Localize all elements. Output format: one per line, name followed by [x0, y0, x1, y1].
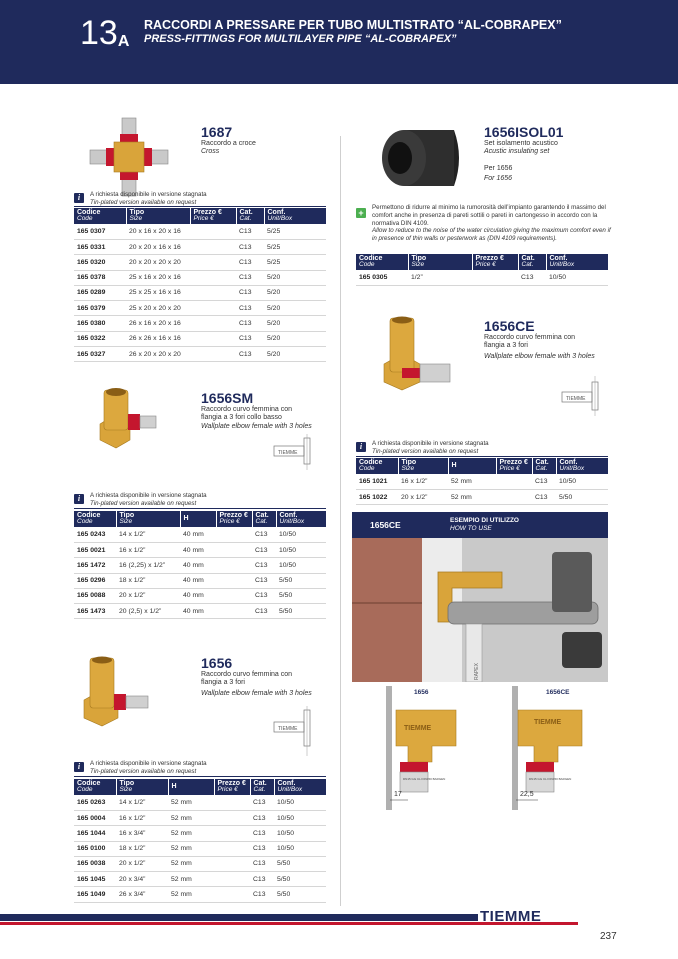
product-code: 1687 — [201, 124, 233, 140]
product-desc-en: Acustic insulating set — [484, 148, 550, 156]
cell-code: 165 0038 — [74, 856, 116, 871]
cell-price — [214, 795, 250, 810]
pipe-text: RAPEX — [474, 663, 480, 680]
cell-conf: 5/20 — [264, 270, 326, 285]
product-1656CE — [484, 318, 610, 361]
cell-conf: 10/50 — [276, 558, 326, 573]
table-row — [74, 331, 326, 346]
cell-size: 25 x 25 x 16 x 16 — [126, 285, 190, 300]
cell-cat: C13 — [250, 856, 274, 871]
cell-price — [190, 255, 236, 270]
cell-size: 20 x 3/4” — [116, 872, 168, 887]
col-code: Codice Code — [74, 511, 116, 527]
cell-size: 16 x 3/4” — [116, 826, 168, 841]
header-title: RACCORDI A PRESSARE PER TUBO MULTISTRATO “AL-COBRAPEX” — [144, 18, 562, 32]
cell-size: 18 x 1/2” — [116, 573, 180, 588]
note-en: Tin-plated version available on request — [90, 198, 197, 206]
product-desc-en: Wallplate elbow female with 3 holes — [201, 689, 312, 697]
cell-size: 26 x 20 x 20 x 20 — [126, 347, 190, 362]
col-price: Prezzo € Price € — [472, 254, 518, 270]
cell-price — [190, 331, 236, 346]
table-row — [74, 841, 326, 856]
table-header-row — [356, 254, 608, 270]
cell-size: 20 x 1/2” — [398, 489, 448, 504]
table-row — [74, 270, 326, 285]
cell-size: 1/2” — [408, 270, 472, 285]
cell-code: 165 1049 — [74, 887, 116, 902]
section-letter: A — [117, 33, 130, 50]
cell-cat: C13 — [252, 527, 276, 542]
cell-size: 20 x 1/2” — [116, 588, 180, 603]
column-divider — [340, 136, 341, 906]
technical-drawing — [272, 706, 318, 758]
cell-cat: C13 — [532, 474, 556, 489]
table-row — [74, 887, 326, 902]
usage-title: ESEMPIO DI UTILIZZO — [450, 517, 519, 524]
cell-size: 20 x 20 x 16 x 16 — [126, 239, 190, 254]
cell-code: 165 1473 — [74, 604, 116, 619]
usage-code: 1656CE — [370, 520, 401, 530]
cell-price — [214, 856, 250, 871]
table-header-row — [74, 511, 326, 527]
footer-brand-logo: TIEMME — [480, 908, 542, 925]
product-code: 1656ISOL01 — [484, 124, 564, 140]
cell-size: 20 (2,5) x 1/2” — [116, 604, 180, 619]
cell-code: 165 1021 — [356, 474, 398, 489]
cell-price — [216, 573, 252, 588]
cell-conf: 5/20 — [264, 316, 326, 331]
table-row — [74, 239, 326, 254]
cell-size: 20 x 16 x 20 x 16 — [126, 224, 190, 239]
col-h: H — [180, 511, 216, 527]
cell-cat: C13 — [236, 270, 264, 285]
left-tag-text: DN15 GG CLI DN150 BARGEN — [403, 777, 446, 781]
acoustic-sleeve-image — [374, 124, 466, 194]
cell-code: 165 0243 — [74, 527, 116, 542]
cell-price — [216, 527, 252, 542]
cell-size: 26 x 3/4” — [116, 887, 168, 902]
acoustic-note — [372, 204, 612, 243]
cell-code: 165 0378 — [74, 270, 126, 285]
cell-size: 14 x 1/2” — [116, 527, 180, 542]
right-tag-text: DN15 GG CLI DN150 BARGEN — [529, 777, 572, 781]
note-it: Permettono di ridurre al minimo la rumorosità dell’impianto garantendo il massimo del comfort anche in presenza di pareti sottili o pareti in cartongesso in accordo con la normativa DIN 4109. — [372, 204, 606, 227]
page-number: 237 — [600, 931, 617, 942]
cell-code: 165 0379 — [74, 301, 126, 316]
cell-conf: 5/25 — [264, 224, 326, 239]
col-type: Tipo Size — [126, 208, 190, 224]
cell-conf: 5/50 — [276, 573, 326, 588]
cell-h: 52 mm — [168, 795, 214, 810]
cell-conf: 10/50 — [274, 795, 326, 810]
cell-size: 16 (2,25) x 1/2” — [116, 558, 180, 573]
cell-price — [496, 489, 532, 504]
cell-cat: C13 — [236, 301, 264, 316]
page-header — [0, 0, 678, 84]
cell-conf: 10/50 — [274, 810, 326, 825]
table-row — [356, 270, 608, 285]
header-subtitle: PRESS-FITTINGS FOR MULTILAYER PIPE “AL-COBRAPEX” — [144, 33, 457, 45]
product-desc-en: Cross — [201, 148, 220, 156]
table-row — [74, 347, 326, 362]
cell-cat: C13 — [250, 872, 274, 887]
product-desc-en: Wallplate elbow female with 3 holes — [201, 422, 312, 430]
note-it: A richiesta disponibile in versione stagnata — [90, 191, 207, 198]
right-brand-text: TIEMME — [534, 719, 562, 726]
table-1656 — [74, 779, 326, 903]
col-conf: Conf. Unit/Box — [276, 511, 326, 527]
table-row — [74, 856, 326, 871]
cell-cat: C13 — [250, 810, 274, 825]
cell-price — [214, 841, 250, 856]
col-code: Codice Code — [74, 779, 116, 795]
note-rule — [356, 456, 608, 457]
footer-bar — [0, 914, 478, 921]
technical-drawing — [560, 376, 610, 428]
usage-illustration — [352, 512, 608, 810]
left-brand-text: TIEMME — [404, 725, 432, 732]
cell-h: 40 mm — [180, 573, 216, 588]
cell-size: 16 x 1/2” — [398, 474, 448, 489]
svg-text:TIEMME: TIEMME — [566, 396, 586, 402]
cell-conf: 10/50 — [276, 527, 326, 542]
cell-price — [216, 604, 252, 619]
cell-size: 25 x 20 x 20 x 20 — [126, 301, 190, 316]
cell-cat: C13 — [250, 795, 274, 810]
cell-size: 25 x 16 x 20 x 16 — [126, 270, 190, 285]
cell-h: 52 mm — [448, 489, 496, 504]
cell-conf: 5/25 — [264, 255, 326, 270]
svg-text:TIEMME: TIEMME — [278, 726, 298, 732]
cell-size: 20 x 20 x 20 x 20 — [126, 255, 190, 270]
table-row — [74, 542, 326, 557]
product-for-en: For 1656 — [484, 175, 513, 183]
cell-code: 165 1044 — [74, 826, 116, 841]
cell-h: 52 mm — [168, 856, 214, 871]
plus-icon: + — [356, 208, 366, 218]
cell-conf: 5/50 — [274, 887, 326, 902]
table-row — [74, 872, 326, 887]
cell-h: 52 mm — [168, 872, 214, 887]
cell-price — [190, 301, 236, 316]
cell-size: 26 x 26 x 16 x 16 — [126, 331, 190, 346]
col-price: Prezzo € Price € — [190, 208, 236, 224]
note-en: Tin-plated version available on request — [90, 767, 197, 775]
cell-conf: 5/20 — [264, 301, 326, 316]
cell-conf: 5/25 — [264, 239, 326, 254]
product-code: 1656 — [201, 655, 233, 671]
tin-plated-note — [90, 760, 330, 776]
cell-code: 165 1472 — [74, 558, 116, 573]
cell-price — [214, 810, 250, 825]
cell-code: 165 0305 — [356, 270, 408, 285]
col-code: Codice Code — [74, 208, 126, 224]
cell-cat: C13 — [236, 255, 264, 270]
cell-code: 165 1022 — [356, 489, 398, 504]
col-price: Prezzo € Price € — [214, 779, 250, 795]
product-1656ISOL01 — [484, 124, 563, 184]
col-conf: Conf. Unit/Box — [546, 254, 608, 270]
note-en: Tin-plated version available on request — [90, 499, 197, 507]
col-h: H — [168, 779, 214, 795]
elbow-fitting-image — [378, 314, 454, 392]
note-en: Allow to reduce to the noise of the water circulation giving the maximum comfort even if in presence of thin walls or pesterwork as (DIN 4109 requirements). — [372, 227, 611, 242]
col-code: Codice Code — [356, 254, 408, 270]
cell-price — [214, 887, 250, 902]
cell-cat: C13 — [252, 558, 276, 573]
cell-size: 16 x 1/2” — [116, 810, 168, 825]
cell-price — [190, 270, 236, 285]
elbow-fitting-image — [94, 384, 158, 450]
table-row — [74, 810, 326, 825]
usage-example-panel — [352, 512, 608, 810]
note-it: A richiesta disponibile in versione stagnata — [90, 492, 207, 499]
info-icon: i — [74, 193, 84, 203]
cell-conf: 5/50 — [276, 588, 326, 603]
cell-cat: C13 — [252, 588, 276, 603]
cell-conf: 5/20 — [264, 347, 326, 362]
cell-code: 165 0088 — [74, 588, 116, 603]
col-conf: Conf. Unit/Box — [274, 779, 326, 795]
product-desc-it: Raccordo curvo femmina con flangia a 3 fori — [484, 334, 576, 350]
section-number: $13_A$ — [80, 14, 130, 52]
cell-price — [190, 285, 236, 300]
cell-code: 165 0263 — [74, 795, 116, 810]
table-row — [74, 826, 326, 841]
cell-price — [190, 347, 236, 362]
cell-size: 18 x 1/2” — [116, 841, 168, 856]
info-icon: i — [74, 494, 84, 504]
cell-cat: C13 — [236, 239, 264, 254]
cell-cat: C13 — [532, 489, 556, 504]
table-row — [74, 255, 326, 270]
technical-drawing — [272, 432, 318, 472]
cell-h: 52 mm — [168, 841, 214, 856]
cell-code: 165 1045 — [74, 872, 116, 887]
col-cat: Cat. Cat. — [250, 779, 274, 795]
table-row — [74, 573, 326, 588]
table-row — [74, 604, 326, 619]
table-row — [74, 527, 326, 542]
cell-cat: C13 — [252, 604, 276, 619]
cell-cat: C13 — [518, 270, 546, 285]
product-code: 1656SM — [201, 390, 254, 406]
cell-h: 52 mm — [168, 810, 214, 825]
svg-text:TIEMME: TIEMME — [278, 450, 298, 456]
col-cat: Cat. Cat. — [532, 458, 556, 474]
cell-h: 40 mm — [180, 604, 216, 619]
cell-conf: 10/50 — [274, 826, 326, 841]
table-header-row — [74, 779, 326, 795]
note-rule — [74, 206, 326, 207]
product-desc-en: Wallplate elbow female with 3 holes — [484, 352, 595, 360]
cell-price — [216, 558, 252, 573]
info-icon: i — [356, 442, 366, 452]
cell-code: 165 0320 — [74, 255, 126, 270]
elbow-fitting-image — [80, 656, 152, 728]
col-price: Prezzo € Price € — [216, 511, 252, 527]
cell-code: 165 0100 — [74, 841, 116, 856]
table-row — [74, 795, 326, 810]
table-row — [74, 588, 326, 603]
product-desc-it: Raccordo curvo femmina con flangia a 3 fori — [201, 671, 293, 687]
table-1656SM — [74, 511, 326, 619]
cell-code: 165 0322 — [74, 331, 126, 346]
cell-conf: 10/50 — [274, 841, 326, 856]
table-row — [74, 224, 326, 239]
cell-price — [216, 542, 252, 557]
col-type: Tipo Size — [408, 254, 472, 270]
table-row — [74, 285, 326, 300]
table-1656CE — [356, 458, 608, 505]
col-conf: Conf. Unit/Box — [556, 458, 608, 474]
cell-conf: 5/50 — [274, 872, 326, 887]
cell-conf: 10/50 — [546, 270, 608, 285]
table-header-row — [74, 208, 326, 224]
cross-fitting-image — [88, 116, 170, 198]
col-type: Tipo Size — [398, 458, 448, 474]
cell-h: 40 mm — [180, 527, 216, 542]
cell-code: 165 0380 — [74, 316, 126, 331]
cell-cat: C13 — [250, 826, 274, 841]
col-type: Tipo Size — [116, 511, 180, 527]
cell-size: 14 x 1/2” — [116, 795, 168, 810]
cell-h: 40 mm — [180, 558, 216, 573]
note-rule — [74, 776, 326, 777]
cell-size: 20 x 1/2” — [116, 856, 168, 871]
tin-plated-note — [90, 191, 330, 207]
note-it: A richiesta disponibile in versione stagnata — [90, 760, 207, 767]
cell-cat: C13 — [236, 224, 264, 239]
table-row — [356, 474, 608, 489]
cell-cat: C13 — [250, 887, 274, 902]
cell-h: 40 mm — [180, 542, 216, 557]
cell-code: 165 0307 — [74, 224, 126, 239]
table-row — [74, 301, 326, 316]
left-label: 1656 — [414, 689, 429, 696]
note-en: Tin-plated version available on request — [372, 447, 479, 455]
product-desc-it: Raccordo a croce — [201, 140, 256, 147]
cell-cat: C13 — [236, 316, 264, 331]
cell-code: 165 0296 — [74, 573, 116, 588]
col-cat: Cat. Cat. — [252, 511, 276, 527]
cell-conf: 10/50 — [276, 542, 326, 557]
cell-price — [190, 224, 236, 239]
cell-h: 52 mm — [448, 474, 496, 489]
cell-size: 26 x 16 x 20 x 16 — [126, 316, 190, 331]
col-type: Tipo Size — [116, 779, 168, 795]
cell-price — [472, 270, 518, 285]
cell-conf: 5/50 — [274, 856, 326, 871]
cell-cat: C13 — [236, 285, 264, 300]
cell-cat: C13 — [252, 573, 276, 588]
cell-h: 40 mm — [180, 588, 216, 603]
cell-price — [190, 239, 236, 254]
product-for-it: Per 1656 — [484, 164, 513, 172]
right-dimension: 22,5 — [520, 791, 534, 798]
cell-cat: C13 — [236, 347, 264, 362]
product-1687 — [201, 124, 256, 157]
product-desc-it: Raccordo curvo femmina con flangia a 3 fori collo basso — [201, 406, 293, 422]
note-rule — [74, 508, 326, 509]
col-cat: Cat. Cat. — [236, 208, 264, 224]
cell-h: 52 mm — [168, 887, 214, 902]
cell-price — [496, 474, 532, 489]
tin-plated-note — [372, 440, 608, 456]
table-row — [74, 558, 326, 573]
product-desc-it: Set isolamento acustico — [484, 140, 558, 147]
col-cat: Cat. Cat. — [518, 254, 546, 270]
cell-conf: 5/20 — [264, 285, 326, 300]
cell-code: 165 0327 — [74, 347, 126, 362]
cell-cat: C13 — [252, 542, 276, 557]
col-conf: Conf. Unit/Box — [264, 208, 326, 224]
cell-price — [214, 826, 250, 841]
cell-conf: 5/20 — [264, 331, 326, 346]
table-header-row — [356, 458, 608, 474]
product-code: 1656CE — [484, 318, 535, 334]
table-row — [74, 316, 326, 331]
product-1656 — [201, 655, 331, 698]
cell-code: 165 0331 — [74, 239, 126, 254]
info-icon: i — [74, 762, 84, 772]
cell-code: 165 0004 — [74, 810, 116, 825]
right-label: 1656CE — [546, 689, 570, 696]
col-price: Prezzo € Price € — [496, 458, 532, 474]
table-1687 — [74, 208, 326, 362]
cell-h: 52 mm — [168, 826, 214, 841]
cell-code: 165 0021 — [74, 542, 116, 557]
cell-size: 16 x 1/2” — [116, 542, 180, 557]
table-1656ISOL01 — [356, 254, 608, 286]
cell-code: 165 0289 — [74, 285, 126, 300]
cell-cat: C13 — [236, 331, 264, 346]
cell-price — [216, 588, 252, 603]
cell-cat: C13 — [250, 841, 274, 856]
cell-price — [214, 872, 250, 887]
note-it: A richiesta disponibile in versione stagnata — [372, 440, 489, 447]
cell-conf: 10/50 — [556, 474, 608, 489]
table-row — [356, 489, 608, 504]
col-code: Codice Code — [356, 458, 398, 474]
tin-plated-note — [90, 492, 330, 508]
cell-price — [190, 316, 236, 331]
usage-title-en: HOW TO USE — [450, 525, 492, 532]
col-h: H — [448, 458, 496, 474]
cell-conf: 5/50 — [276, 604, 326, 619]
left-dimension: 17 — [394, 791, 402, 798]
cell-conf: 5/50 — [556, 489, 608, 504]
product-1656SM — [201, 390, 331, 431]
